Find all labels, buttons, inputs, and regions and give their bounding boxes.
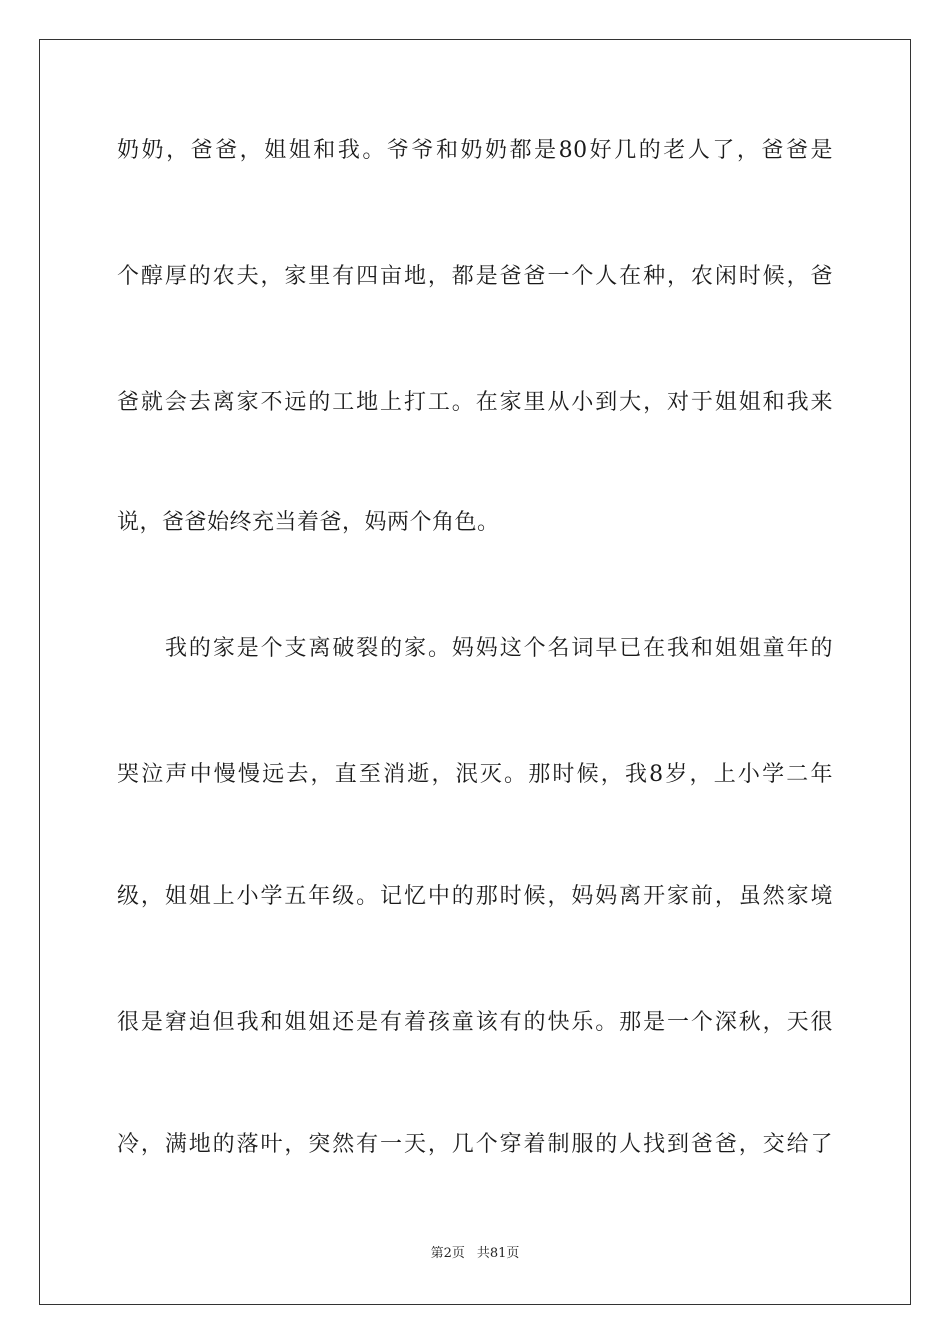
paragraph-line: 个醇厚的农夫，家里有四亩地，都是爸爸一个人在种，农闲时候，爸: [117, 264, 833, 289]
paragraph-line: 说，爸爸始终充当着爸，妈两个角色。: [117, 510, 500, 535]
total-pages: 共81页: [476, 1246, 520, 1261]
page-border: [39, 39, 911, 1305]
paragraph-line: 奶奶，爸爸，姐姐和我。爷爷和奶奶都是80好几的老人了，爸爸是: [117, 138, 833, 163]
paragraph-line: 我的家是个支离破裂的家。妈妈这个名词早已在我和姐姐童年的: [165, 636, 833, 661]
paragraph-line: 很是窘迫但我和姐姐还是有着孩童该有的快乐。那是一个深秋，天很: [117, 1010, 833, 1035]
page-number: 第2页: [430, 1246, 465, 1261]
paragraph-line: 爸就会去离家不远的工地上打工。在家里从小到大，对于姐姐和我来: [117, 390, 833, 415]
paragraph-line: 哭泣声中慢慢远去，直至消逝，泯灭。那时候，我8岁，上小学二年: [117, 762, 833, 787]
paragraph-line: 冷，满地的落叶，突然有一天，几个穿着制服的人找到爸爸，交给了: [117, 1132, 833, 1157]
paragraph-line: 级，姐姐上小学五年级。记忆中的那时候，妈妈离开家前，虽然家境: [117, 884, 833, 909]
page-footer: [0, 1245, 950, 1263]
